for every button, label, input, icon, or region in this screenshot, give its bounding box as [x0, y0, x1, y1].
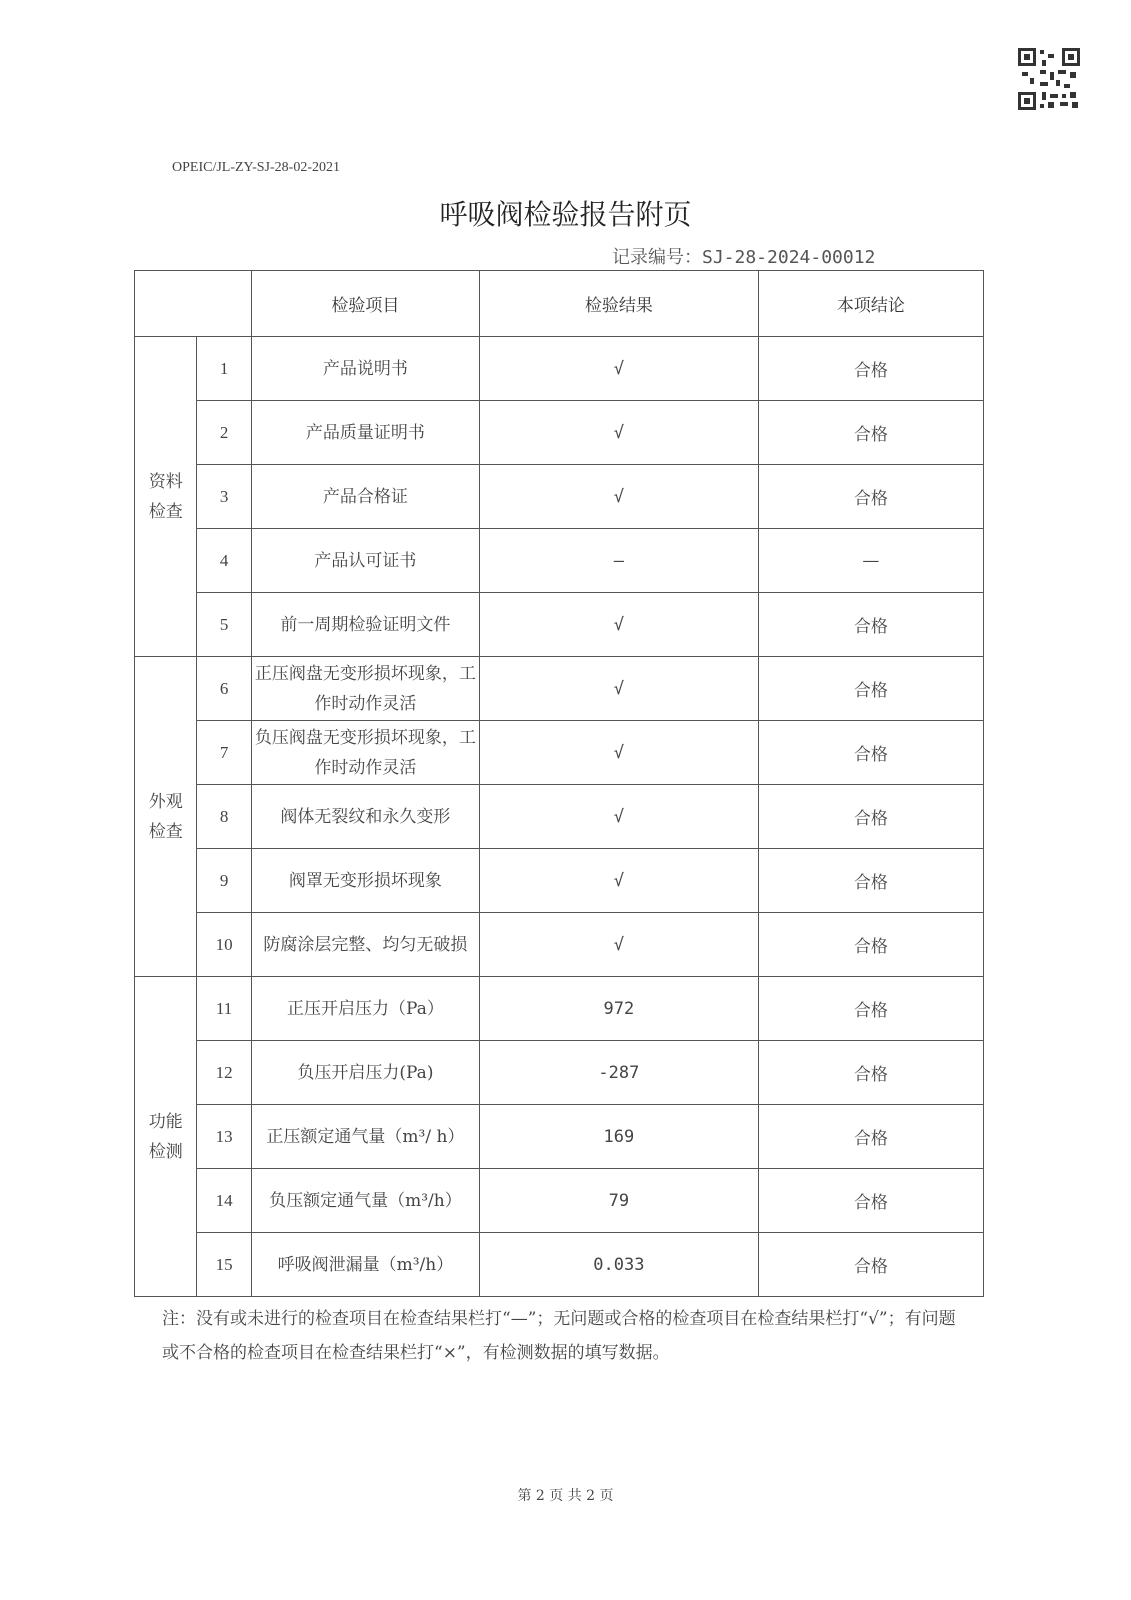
table-row	[135, 785, 984, 849]
item-conclusion: 合格	[758, 721, 983, 785]
inspection-result: √	[480, 913, 759, 977]
row-number: 13	[197, 1105, 251, 1169]
inspection-result: √	[480, 465, 759, 529]
header-blank-cell	[135, 271, 252, 337]
table-row	[135, 337, 984, 401]
inspection-result: 0.033	[480, 1233, 759, 1297]
table-row	[135, 401, 984, 465]
inspection-table	[134, 270, 984, 1297]
inspection-result: √	[480, 401, 759, 465]
row-number: 1	[197, 337, 251, 401]
item-conclusion: 合格	[758, 913, 983, 977]
inspection-item: 阀罩无变形损坏现象	[251, 849, 479, 913]
inspection-result: √	[480, 593, 759, 657]
row-number: 7	[197, 721, 251, 785]
inspection-item: 负压额定通气量（m³/h）	[251, 1169, 479, 1233]
table-row	[135, 1105, 984, 1169]
inspection-item: 阀体无裂纹和永久变形	[251, 785, 479, 849]
group-label-appearance-check: 外观检查	[135, 657, 197, 977]
inspection-item: 防腐涂层完整、均匀无破损	[251, 913, 479, 977]
table-row	[135, 593, 984, 657]
table-row	[135, 977, 984, 1041]
inspection-item: 产品说明书	[251, 337, 479, 401]
qr-code	[1018, 48, 1080, 110]
item-conclusion: 合格	[758, 401, 983, 465]
inspection-result: 79	[480, 1169, 759, 1233]
inspection-result: -287	[480, 1041, 759, 1105]
table-row	[135, 465, 984, 529]
document-code: OPEIC/JL-ZY-SJ-28-02-2021	[172, 160, 340, 175]
row-number: 6	[197, 657, 251, 721]
item-conclusion: 合格	[758, 1169, 983, 1233]
row-number: 9	[197, 849, 251, 913]
item-conclusion: 合格	[758, 1041, 983, 1105]
table-row	[135, 913, 984, 977]
table-row	[135, 1233, 984, 1297]
item-conclusion: 合格	[758, 1233, 983, 1297]
group-label-function-test: 功能检测	[135, 977, 197, 1297]
group-label-document-check: 资料检查	[135, 337, 197, 657]
row-number: 8	[197, 785, 251, 849]
item-conclusion: 合格	[758, 337, 983, 401]
row-number: 5	[197, 593, 251, 657]
table-row	[135, 529, 984, 593]
table-header-row	[135, 271, 984, 337]
inspection-item: 负压开启压力(Pa)	[251, 1041, 479, 1105]
inspection-item: 正压开启压力（Pa）	[251, 977, 479, 1041]
item-conclusion: 合格	[758, 849, 983, 913]
item-conclusion: 合格	[758, 465, 983, 529]
row-number: 12	[197, 1041, 251, 1105]
inspection-item: 呼吸阀泄漏量（m³/h）	[251, 1233, 479, 1297]
inspection-result: 972	[480, 977, 759, 1041]
inspection-result: 169	[480, 1105, 759, 1169]
inspection-result: √	[480, 785, 759, 849]
inspection-item: 产品认可证书	[251, 529, 479, 593]
item-conclusion: 合格	[758, 593, 983, 657]
table-row	[135, 1041, 984, 1105]
inspection-item: 前一周期检验证明文件	[251, 593, 479, 657]
record-number: 记录编号：SJ-28-2024-00012	[612, 247, 876, 268]
inspection-item: 产品合格证	[251, 465, 479, 529]
page-title: 呼吸阀检验报告附页	[439, 198, 692, 231]
row-number: 14	[197, 1169, 251, 1233]
table-row	[135, 1169, 984, 1233]
table-row	[135, 721, 984, 785]
row-number: 15	[197, 1233, 251, 1297]
footnote: 注：没有或未进行的检查项目在检查结果栏打“—”；无问题或合格的检查项目在检查结果栏打“√”；有问题或不合格的检查项目在检查结果栏打“×”，有检测数据的填写数据。	[162, 1309, 956, 1363]
inspection-result: —	[480, 529, 759, 593]
item-conclusion: 合格	[758, 1105, 983, 1169]
item-conclusion: 合格	[758, 977, 983, 1041]
inspection-result: √	[480, 721, 759, 785]
inspection-item: 产品质量证明书	[251, 401, 479, 465]
inspection-item: 正压阀盘无变形损坏现象，工作时动作灵活	[251, 657, 479, 721]
item-conclusion: 合格	[758, 657, 983, 721]
inspection-result: √	[480, 657, 759, 721]
row-number: 10	[197, 913, 251, 977]
item-conclusion: —	[758, 529, 983, 593]
column-header-conclusion: 本项结论	[758, 271, 983, 337]
item-conclusion: 合格	[758, 785, 983, 849]
table-row	[135, 657, 984, 721]
row-number: 4	[197, 529, 251, 593]
column-header-result: 检验结果	[480, 271, 759, 337]
page-number: 第 2 页 共 2 页	[517, 1488, 614, 1504]
inspection-result: √	[480, 849, 759, 913]
inspection-result: √	[480, 337, 759, 401]
inspection-item: 负压阀盘无变形损坏现象，工作时动作灵活	[251, 721, 479, 785]
row-number: 3	[197, 465, 251, 529]
column-header-item: 检验项目	[251, 271, 479, 337]
row-number: 11	[197, 977, 251, 1041]
table-row	[135, 849, 984, 913]
row-number: 2	[197, 401, 251, 465]
inspection-item: 正压额定通气量（m³/ h）	[251, 1105, 479, 1169]
